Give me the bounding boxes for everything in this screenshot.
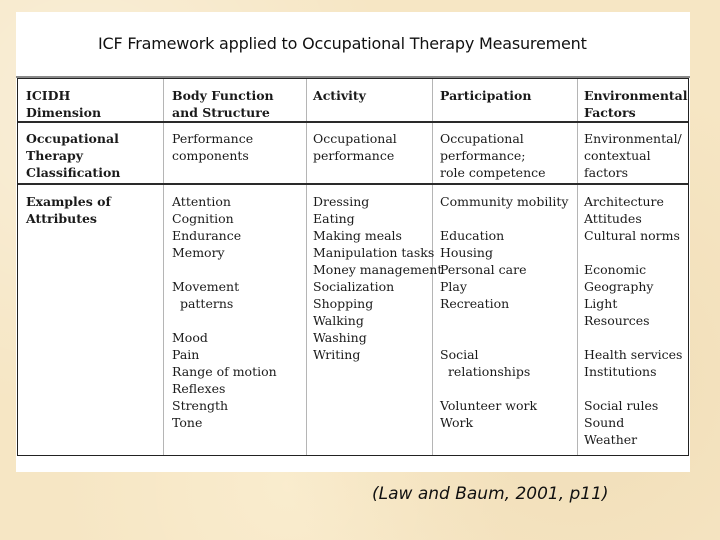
list-item: Sound bbox=[584, 415, 625, 430]
list-item: Personal care bbox=[440, 262, 527, 277]
list-item: Range of motion bbox=[172, 364, 277, 379]
list-item: Recreation bbox=[440, 296, 510, 311]
list-item: Tone bbox=[172, 415, 203, 430]
column-divider bbox=[163, 79, 164, 455]
column-5 bbox=[584, 79, 688, 455]
header-body-function: Body Function and Structure bbox=[172, 88, 274, 120]
header-icidh-dimension: ICIDH Dimension bbox=[26, 88, 102, 120]
list-item: Making meals bbox=[313, 228, 402, 243]
list-item: Walking bbox=[313, 313, 364, 328]
column-4 bbox=[440, 79, 575, 455]
list-item: Endurance bbox=[172, 228, 242, 243]
row-label-classification: Occupational Therapy Classification bbox=[26, 131, 121, 180]
column-divider bbox=[306, 79, 307, 455]
list-item: Housing bbox=[440, 245, 493, 260]
list-item: Social bbox=[440, 347, 479, 362]
list-item: Memory bbox=[172, 245, 225, 260]
list-item: Architecture bbox=[584, 194, 664, 209]
list-item: Volunteer work bbox=[440, 398, 538, 413]
list-item: Money management bbox=[313, 262, 443, 277]
list-item: Health services bbox=[584, 347, 683, 362]
cell-role-competence: Occupational performance; role competence bbox=[440, 131, 546, 180]
list-item: Social rules bbox=[584, 398, 659, 413]
list-item: Cultural norms bbox=[584, 228, 680, 243]
citation: (Law and Baum, 2001, p11) bbox=[372, 484, 609, 504]
list-item: Community mobility bbox=[440, 194, 569, 209]
list-item bbox=[440, 312, 568, 329]
list-item bbox=[584, 380, 682, 397]
list-item: Examples of bbox=[26, 194, 111, 209]
list-item: Pain bbox=[172, 347, 200, 362]
list-item: patterns bbox=[172, 296, 234, 311]
list-item: Attention bbox=[172, 194, 231, 209]
list-item: Socialization bbox=[313, 279, 395, 294]
list-item bbox=[172, 312, 277, 329]
list-item: Washing bbox=[313, 330, 367, 345]
list-item bbox=[584, 244, 682, 261]
list-item: Shopping bbox=[313, 296, 374, 311]
column-2 bbox=[172, 79, 302, 455]
list-item: Writing bbox=[313, 347, 361, 362]
cell-performance-components: Performance components bbox=[172, 131, 254, 163]
list-item: Cognition bbox=[172, 211, 234, 226]
list-item: relationships bbox=[440, 364, 531, 379]
list-item: Light bbox=[584, 296, 618, 311]
list-item: Strength bbox=[172, 398, 229, 413]
cell-contextual-factors: Environmental/ contextual factors bbox=[584, 131, 682, 180]
list-item bbox=[440, 210, 568, 227]
list-item: Attributes bbox=[26, 211, 97, 226]
list-item: Attitudes bbox=[584, 211, 642, 226]
list-item: Movement bbox=[172, 279, 240, 294]
list-item: Economic bbox=[584, 262, 647, 277]
attribute-list-body-function bbox=[172, 193, 277, 431]
cell-occupational-performance: Occupational performance bbox=[313, 131, 397, 163]
header-activity: Activity bbox=[313, 88, 366, 103]
list-item: Reflexes bbox=[172, 381, 226, 396]
header-environmental-factors: Environmental Factors bbox=[584, 88, 688, 120]
list-item bbox=[172, 261, 277, 278]
list-item: Institutions bbox=[584, 364, 657, 379]
list-item: Geography bbox=[584, 279, 654, 294]
icf-table bbox=[17, 78, 689, 456]
list-item: Mood bbox=[172, 330, 208, 345]
list-item: Work bbox=[440, 415, 474, 430]
column-1 bbox=[26, 79, 160, 455]
slide-title: ICF Framework applied to Occupational Therapy Measurement bbox=[98, 34, 587, 53]
list-item: Manipulation tasks bbox=[313, 245, 435, 260]
attribute-list-activity bbox=[313, 193, 442, 363]
list-item: Education bbox=[440, 228, 505, 243]
attribute-list-participation bbox=[440, 193, 568, 431]
attribute-list-environmental bbox=[584, 193, 682, 448]
column-divider bbox=[577, 79, 578, 455]
list-item: Play bbox=[440, 279, 467, 294]
list-item: Weather bbox=[584, 432, 638, 447]
slide-panel bbox=[16, 12, 690, 472]
list-item bbox=[584, 329, 682, 346]
title-bar bbox=[16, 12, 690, 78]
row-label-attributes bbox=[26, 193, 111, 227]
list-item bbox=[440, 329, 568, 346]
header-participation: Participation bbox=[440, 88, 532, 103]
list-item: Resources bbox=[584, 313, 650, 328]
list-item bbox=[440, 380, 568, 397]
list-item: Eating bbox=[313, 211, 355, 226]
list-item: Dressing bbox=[313, 194, 370, 209]
column-3 bbox=[313, 79, 443, 455]
